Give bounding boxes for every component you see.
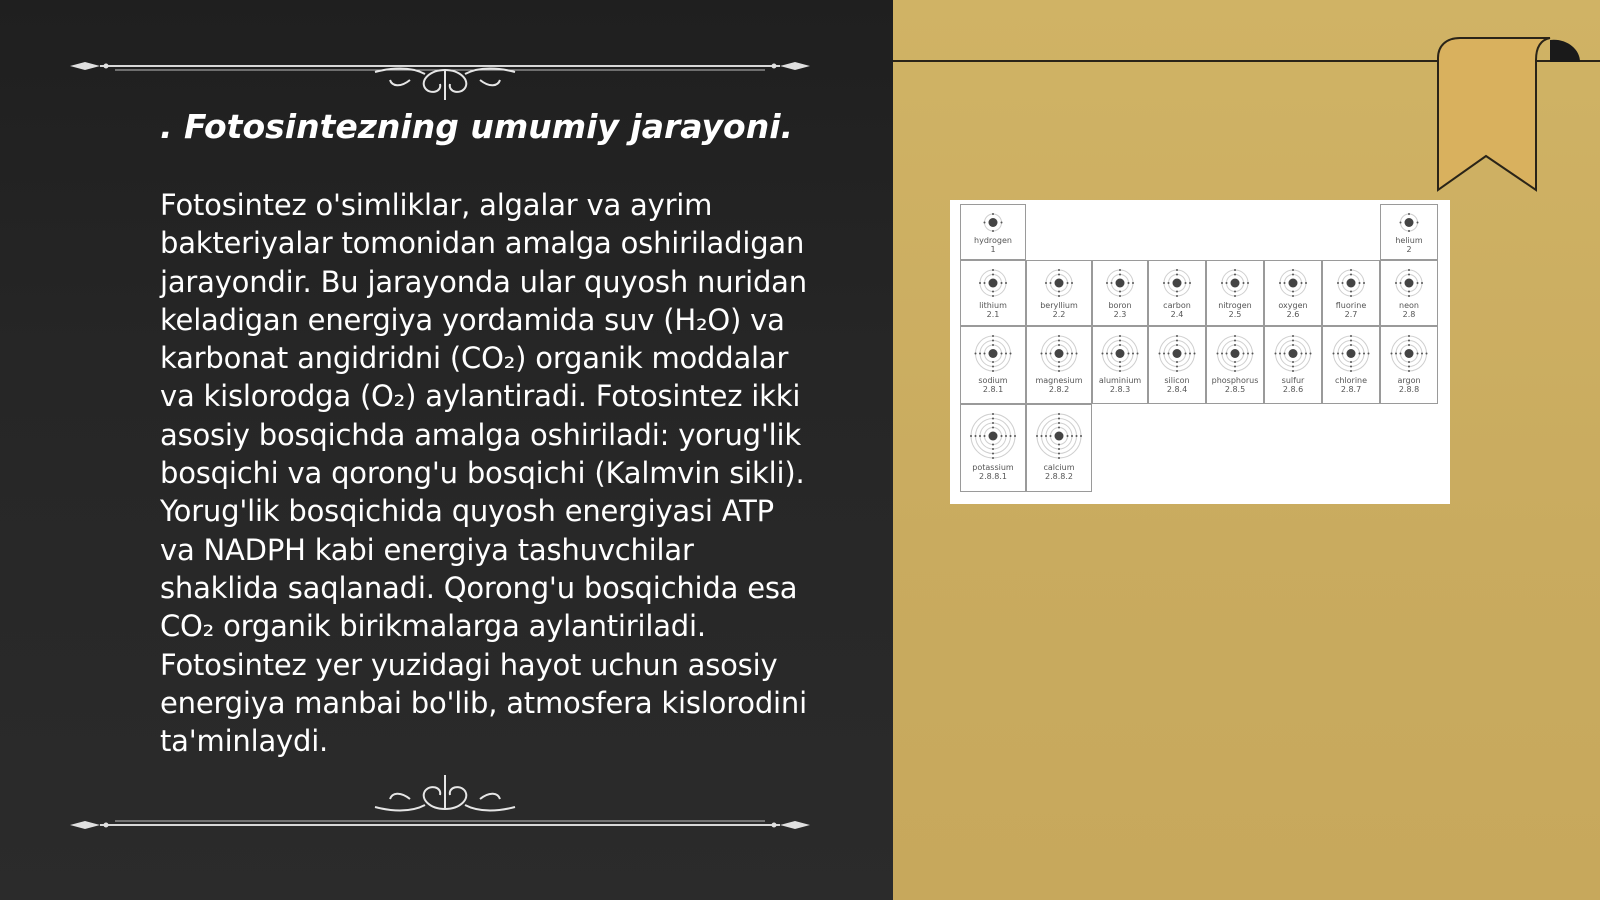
element-cell-neon: [1380, 260, 1438, 326]
element-cell-chlorine: [1322, 326, 1380, 404]
element-cell-lithium: [960, 260, 1026, 326]
atom-diagram-icon: [977, 267, 1009, 299]
element-name: neon: [1399, 301, 1419, 310]
body-line: asosiy bosqichda amalga oshiriladi: yorug'lik: [160, 417, 801, 452]
element-cell-nitrogen: [1206, 260, 1264, 326]
periodic-table-image: [950, 200, 1450, 504]
electron-configuration: 2.7: [1344, 310, 1358, 319]
atom-diagram-icon: [1389, 333, 1430, 374]
atom-diagram-icon: [1100, 333, 1141, 374]
atom-diagram-icon: [982, 211, 1005, 234]
body-line: bosqichi va qorong'u bosqichi (Kalmvin sikli).: [160, 456, 805, 491]
electron-configuration: 2.4: [1170, 310, 1184, 319]
electron-configuration: 2.8.8: [1398, 385, 1420, 394]
element-name: argon: [1397, 376, 1421, 385]
element-name: lithium: [979, 301, 1007, 310]
element-name: potassium: [972, 463, 1014, 472]
electron-configuration: 2.8: [1402, 310, 1416, 319]
element-name: silicon: [1164, 376, 1190, 385]
body-line: bakteriyalar tomonidan amalga oshiriladigan: [160, 226, 805, 261]
atom-diagram-icon: [1215, 333, 1256, 374]
electron-configuration: 2.8.8.2: [1045, 472, 1073, 481]
atom-diagram-icon: [1039, 333, 1080, 374]
element-name: boron: [1108, 301, 1132, 310]
electron-configuration: 2.8.6: [1282, 385, 1304, 394]
electron-configuration: 2.2: [1052, 310, 1066, 319]
element-cell-boron: [1092, 260, 1148, 326]
atom-diagram-icon: [1219, 267, 1251, 299]
element-cell-silicon: [1148, 326, 1206, 404]
atom-diagram-icon: [1393, 267, 1425, 299]
body-line: energiya manbai bo'lib, atmosfera kislorodini: [160, 685, 807, 720]
body-line: CO₂ organik birikmalarga aylantiriladi.: [160, 609, 706, 644]
electron-configuration: 2.6: [1286, 310, 1300, 319]
element-name: nitrogen: [1218, 301, 1252, 310]
electron-configuration: 2.8.3: [1109, 385, 1131, 394]
atom-diagram-icon: [968, 411, 1018, 461]
element-name: phosphorus: [1211, 376, 1259, 385]
electron-configuration: 2.8.7: [1340, 385, 1362, 394]
element-cell-beryllium: [1026, 260, 1092, 326]
element-cell-carbon: [1148, 260, 1206, 326]
electron-configuration: 2.8.1: [982, 385, 1004, 394]
atom-diagram-icon: [1335, 267, 1367, 299]
atom-diagram-icon: [1104, 267, 1136, 299]
electron-configuration: 2.3: [1113, 310, 1127, 319]
element-name: fluorine: [1335, 301, 1367, 310]
element-name: chlorine: [1334, 376, 1368, 385]
element-name: helium: [1395, 236, 1423, 245]
element-name: hydrogen: [974, 236, 1012, 245]
atom-diagram-icon: [1157, 333, 1198, 374]
element-cell-hydrogen: [960, 204, 1026, 260]
body-line: Fotosintez yer yuzidagi hayot uchun asosiy: [160, 647, 778, 682]
electron-configuration: 2.5: [1228, 310, 1242, 319]
atom-diagram-icon: [1273, 333, 1314, 374]
element-name: oxygen: [1278, 301, 1308, 310]
electron-configuration: 2.8.5: [1224, 385, 1246, 394]
element-name: beryllium: [1040, 301, 1078, 310]
element-cell-aluminium: [1092, 326, 1148, 404]
body-line: va kislorodga (O₂) aylantiradi. Fotosintez ikki: [160, 379, 801, 414]
element-name: aluminium: [1098, 376, 1142, 385]
body-line: ta'minlaydi.: [160, 724, 329, 759]
element-cell-fluorine: [1322, 260, 1380, 326]
atom-diagram-icon: [1161, 267, 1193, 299]
element-cell-phosphorus: [1206, 326, 1264, 404]
atom-diagram-icon: [1277, 267, 1309, 299]
element-cell-sulfur: [1264, 326, 1322, 404]
top-ornament-divider: [60, 40, 830, 100]
atom-diagram-icon: [1331, 333, 1372, 374]
electron-configuration: 2.8.2: [1048, 385, 1070, 394]
atom-diagram-icon: [1398, 211, 1421, 234]
element-cell-calcium: [1026, 404, 1092, 492]
element-cell-potassium: [960, 404, 1026, 492]
body-line: keladigan energiya yordamida suv (H₂O) va: [160, 302, 785, 337]
element-cell-helium: [1380, 204, 1438, 260]
element-name: carbon: [1163, 301, 1191, 310]
element-cell-argon: [1380, 326, 1438, 404]
bookmark-ribbon: [1430, 36, 1580, 206]
element-name: sodium: [978, 376, 1008, 385]
element-cell-oxygen: [1264, 260, 1322, 326]
element-name: magnesium: [1035, 376, 1083, 385]
bottom-ornament-divider: [60, 775, 830, 835]
element-name: sulfur: [1281, 376, 1305, 385]
element-cell-sodium: [960, 326, 1026, 404]
electron-configuration: 2: [1406, 245, 1412, 254]
slide-title: . Fotosintezning umumiy jarayoni.: [160, 107, 794, 146]
atom-diagram-icon: [1043, 267, 1075, 299]
body-line: va NADPH kabi energiya tashuvchilar: [160, 532, 694, 567]
atom-diagram-icon: [1034, 411, 1084, 461]
atom-diagram-icon: [973, 333, 1014, 374]
body-line: Fotosintez o'simliklar, algalar va ayrim: [160, 188, 713, 222]
electron-configuration: 1: [990, 245, 996, 254]
electron-configuration: 2.1: [986, 310, 1000, 319]
body-line: Yorug'lik bosqichida quyosh energiyasi ATP: [160, 494, 774, 529]
body-line: jarayondir. Bu jarayonda ular quyosh nuridan: [160, 264, 807, 299]
electron-configuration: 2.8.4: [1166, 385, 1188, 394]
electron-configuration: 2.8.8.1: [979, 472, 1007, 481]
body-paragraph: [160, 186, 850, 760]
body-line: shaklida saqlanadi. Qorong'u bosqichida esa: [160, 570, 798, 605]
element-cell-magnesium: [1026, 326, 1092, 404]
body-line: karbonat angidridni (CO₂) organik moddalar: [160, 341, 789, 376]
element-name: calcium: [1043, 463, 1075, 472]
